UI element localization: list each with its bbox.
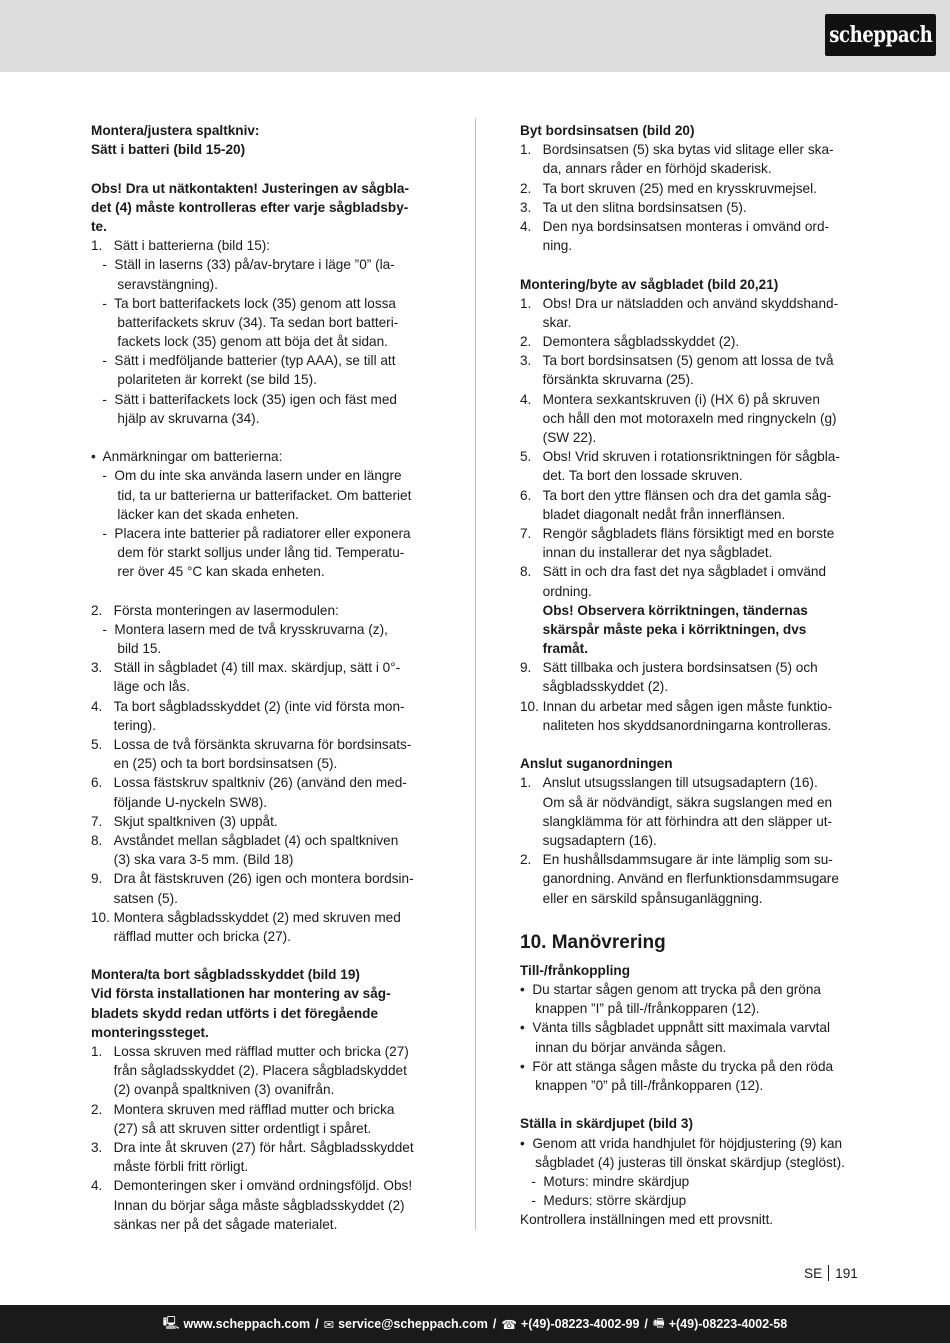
computer-icon: 🖳 <box>162 1315 180 1330</box>
text-line: sänkas ner på det sågade materialet. <box>91 1216 338 1232</box>
bold-text-line: Ställa in skärdjupet (bild 3) <box>520 1116 693 1132</box>
text-line: bild 15. <box>91 641 162 657</box>
text-line: 1. Obs! Dra ur nätsladden och använd skyddshand- <box>520 295 839 311</box>
language-code: SE <box>804 1265 823 1281</box>
text-line: - Placera inte batterier på radiatorer eller exponera <box>91 525 411 541</box>
text-line: 7. Rengör sågbladets fläns försiktigt med en borste <box>520 525 835 541</box>
text-line: läge och lås. <box>91 679 190 695</box>
text-line: sågbladsskyddet (2). <box>520 679 669 695</box>
text-line: innan du installerar det nya sågbladet. <box>520 545 773 561</box>
separator: / <box>644 1317 648 1331</box>
text-line: 1. Lossa skruven med räfflad mutter och bricka (27) <box>91 1044 409 1059</box>
text-line: 8. Sätt in och dra fast det nya sågbladet i omvänd <box>520 564 827 580</box>
bold-text-line: bladets skydd redan utförts i det föregående <box>91 1005 379 1021</box>
text-line: ganordning. Använd en flerfunktionsdammsugare <box>520 871 839 887</box>
website-link[interactable]: www.scheppach.com <box>183 1317 311 1331</box>
bold-text-line: Obs! Observera körriktningen, tändernas <box>520 602 808 618</box>
header-band <box>0 0 950 72</box>
text-line: - Sätt i batterifackets lock (35) igen och fäst med <box>91 391 397 407</box>
bold-text-line: det (4) måste kontrolleras efter varje sågbladsby- <box>91 199 409 215</box>
column-divider <box>475 118 476 1230</box>
text-line: 3. Ta ut den slitna bordsinsatsen (5). <box>520 199 747 215</box>
text-line: tering). <box>91 717 156 733</box>
bold-text-line: skärspår måste peka i körriktningen, dvs <box>520 621 807 637</box>
text-line: 8. Avståndet mellan sågbladet (4) och spaltkniven <box>91 832 399 848</box>
text-line: - Sätt i medföljande batterier (typ AAA), se till att <box>91 353 396 369</box>
text-line: 10. Innan du arbetar med sågen igen måste funktio- <box>520 698 833 714</box>
text-line: en (25) och ta bort bordsinsatsen (5). <box>91 756 338 772</box>
text-line: 1. Bordsinsatsen (5) ska bytas vid slitage eller ska- <box>520 142 834 158</box>
text-line: seravstängning). <box>91 276 218 292</box>
text-line: bladet diagonalt nedåt från innerflänsen. <box>520 506 786 522</box>
text-line: satsen (5). <box>91 890 178 906</box>
text-line: räfflad mutter och bricka (27). <box>91 928 291 944</box>
text-line: da, annars råder en förhöjd skaderisk. <box>520 161 772 177</box>
text-line: rer över 45 °C kan skada enheten. <box>91 564 325 580</box>
bold-text-line: te. <box>91 218 107 234</box>
text-line: - Moturs: mindre skärdjup <box>520 1173 690 1189</box>
text-line: - Ta bort batterifackets lock (35) genom att lossa <box>91 295 396 311</box>
text-line: Om så är nödvändigt, säkra sugslangen med en <box>520 794 833 810</box>
paragraph-gap <box>91 946 431 965</box>
text-line: 6. Ta bort den yttre flänsen och dra det gamla såg- <box>520 487 832 503</box>
bold-text-line: Anslut suganordningen <box>520 756 673 772</box>
bold-text-line: Obs! Dra ut nätkontakten! Justeringen av sågbla- <box>91 180 410 196</box>
bold-text-line: framåt. <box>520 641 588 657</box>
text-line: skar. <box>520 314 572 330</box>
text-line: 10. Montera sågbladsskyddet (2) med skruven med <box>91 909 401 925</box>
mail-icon: ✉ <box>323 1317 335 1332</box>
text-line: innan du börjar använda sågen. <box>520 1039 727 1055</box>
text-line: 9. Dra åt fästskruven (26) igen och montera bordsin- <box>91 871 414 887</box>
text-line: det. Ta bort den lossade skruven. <box>520 468 743 484</box>
paragraph-gap <box>520 735 860 754</box>
paragraph-gap <box>91 428 431 447</box>
text-line: fackets lock (35) genom att böja det åt sidan. <box>91 334 388 350</box>
paragraph-gap <box>520 908 860 927</box>
text-line: sågbladet (4) justeras till önskat skärdjup (steglöst). <box>520 1154 845 1170</box>
text-line: hjälp av skruvarna (34). <box>91 410 260 426</box>
text-line: 1. Sätt i batterierna (bild 15): <box>91 238 271 254</box>
contact-bar <box>0 1305 950 1343</box>
fax-icon: 🖷 <box>652 1315 665 1330</box>
text-line: läcker kan det skada enheten. <box>91 506 299 522</box>
text-line: 2. Ta bort skruven (25) med en krysskruvmejsel. <box>520 180 817 196</box>
text-line: - Medurs: större skärdjup <box>520 1193 687 1209</box>
text-line: • Du startar sågen genom att trycka på den gröna <box>520 982 821 998</box>
text-line: - Montera lasern med de två krysskruvarna (z), <box>91 621 388 637</box>
text-line: ordning. <box>520 583 592 599</box>
page-number-block <box>804 1265 858 1281</box>
text-line: batterifackets skruv (34). Ta sedan bort batteri- <box>91 314 399 330</box>
text-line: sugsadaptern (16). <box>520 832 657 848</box>
paragraph-gap <box>520 1095 860 1114</box>
text-line: • Vänta tills sågbladet uppnått sitt maximala varvtal <box>520 1020 831 1036</box>
text-line: (2) ovanpå spaltkniven (3) ovanifrån. <box>91 1082 335 1098</box>
text-line: 4. Demonteringen sker i omvänd ordningsföljd. Obs! <box>91 1178 413 1194</box>
left-column <box>91 121 431 1234</box>
paragraph-gap <box>91 159 431 178</box>
separator: / <box>492 1317 497 1331</box>
fax-number: +(49)-08223-4002-58 <box>668 1317 788 1331</box>
text-line: 3. Ta bort bordsinsatsen (5) genom att lossa de två <box>520 353 834 369</box>
text-line: (SW 22). <box>520 430 597 445</box>
text-line: - Om du inte ska använda lasern under en längre <box>91 468 402 484</box>
text-line: slangklämma för att förhindra att den släpper ut- <box>520 813 833 829</box>
page-number: 191 <box>835 1265 858 1281</box>
text-line: 1. Anslut utsugsslangen till utsugsadaptern (16). <box>520 775 818 791</box>
bold-text-line: Montering/byte av sågbladet (bild 20,21) <box>520 276 779 292</box>
text-line: (27) så att skruven sitter ordentligt i spåret. <box>91 1120 372 1136</box>
bold-text-line: monteringssteget. <box>91 1024 209 1040</box>
text-line: måste förbli fritt rörligt. <box>91 1159 249 1175</box>
text-line: 2. En hushållsdammsugare är inte lämplig som su- <box>520 852 833 868</box>
email-link[interactable]: service@scheppach.com <box>338 1317 488 1331</box>
bold-text-line: Vid första installationen har montering av såg- <box>91 986 391 1002</box>
right-column <box>520 121 860 1230</box>
text-line: 2. Montera skruven med räfflad mutter och bricka <box>91 1101 395 1117</box>
text-line: 3. Dra inte åt skruven (27) för hårt. Sågbladsskyddet <box>91 1139 414 1155</box>
page-separator <box>828 1265 829 1281</box>
bold-text-line: Sätt i batteri (bild 15-20) <box>91 142 246 158</box>
paragraph-gap <box>91 582 431 601</box>
text-line: 2. Demontera sågbladsskyddet (2). <box>520 334 740 350</box>
text-line: - Ställ in laserns (33) på/av-brytare i läge ”0” (la- <box>91 257 395 273</box>
section-heading: 10. Manövrering <box>520 931 666 953</box>
bold-text-line: Montera/ta bort sågbladsskyddet (bild 19) <box>91 967 360 983</box>
text-line: 9. Sätt tillbaka och justera bordsinsatsen (5) och <box>520 660 818 676</box>
text-line: följande U-nyckeln SW8). <box>91 794 268 810</box>
text-line: 5. Lossa de två försänkta skruvarna för bordsinsats- <box>91 737 412 752</box>
separator: / <box>315 1317 319 1331</box>
text-line: naliteten hos skyddsanordningarna kontrolleras. <box>520 717 832 733</box>
text-line: knappen ”0” på till-/frånkopparen (12). <box>520 1078 764 1093</box>
phone-number: +(49)-08223-4002-99 <box>520 1317 640 1331</box>
paragraph-gap <box>520 255 860 274</box>
text-line: polariteten är korrekt (se bild 15). <box>91 372 317 388</box>
phone-icon: ☎ <box>501 1317 517 1332</box>
text-line: • Genom att vrida handhjulet för höjdjustering (9) kan <box>520 1135 843 1151</box>
text-line: Kontrollera inställningen med ett provsnitt. <box>520 1212 774 1228</box>
text-line: 6. Lossa fästskruv spaltkniv (26) (använd den med- <box>91 775 407 791</box>
text-line: 4. Den nya bordsinsatsen monteras i omvänd ord- <box>520 218 830 234</box>
text-line: från sågladsskyddet (2). Placera sågbladskyddet <box>91 1063 407 1079</box>
text-line: 3. Ställ in sågbladet (4) till max. skärdjup, sätt i 0°- <box>91 660 401 676</box>
text-line: och håll den mot motoraxeln med ringnyckeln (g) <box>520 410 837 426</box>
text-line: 4. Ta bort sågbladsskyddet (2) (inte vid första mon- <box>91 698 405 714</box>
text-line: ning. <box>520 238 573 254</box>
text-line: 7. Skjut spaltkniven (3) uppåt. <box>91 813 278 829</box>
bold-text-line: Montera/justera spaltkniv: <box>91 123 260 138</box>
text-line: försänkta skruvarna (25). <box>520 372 694 388</box>
text-line: 4. Montera sexkantskruven (i) (HX 6) på skruven <box>520 391 820 407</box>
text-line: dem för starkt solljus under lång tid. Temperatu- <box>91 545 405 561</box>
bold-text-line: Byt bordsinsatsen (bild 20) <box>520 123 695 138</box>
text-line: eller en särskild spånsuganläggning. <box>520 890 763 906</box>
text-line: (3) ska vara 3-5 mm. (Bild 18) <box>91 852 294 868</box>
bold-text-line: Till-/frånkoppling <box>520 962 631 978</box>
brand-logo <box>825 14 936 56</box>
text-line: 5. Obs! Vrid skruven i rotationsriktningen för sågbla- <box>520 449 840 465</box>
text-line: tid, ta ur batterierna ur batterifacket. Om batteriet <box>91 487 412 503</box>
text-line: • För att stänga sågen måste du trycka på den röda <box>520 1058 834 1074</box>
text-line: knappen ”I” på till-/frånkopparen (12). <box>520 1001 760 1017</box>
text-line: Innan du börjar såga måste sågbladsskyddet (2) <box>91 1197 405 1213</box>
brand-logo-text: scheppach <box>828 22 933 48</box>
text-line: 2. Första monteringen av lasermodulen: <box>91 602 339 618</box>
text-line: • Anmärkningar om batterierna: <box>91 449 283 465</box>
